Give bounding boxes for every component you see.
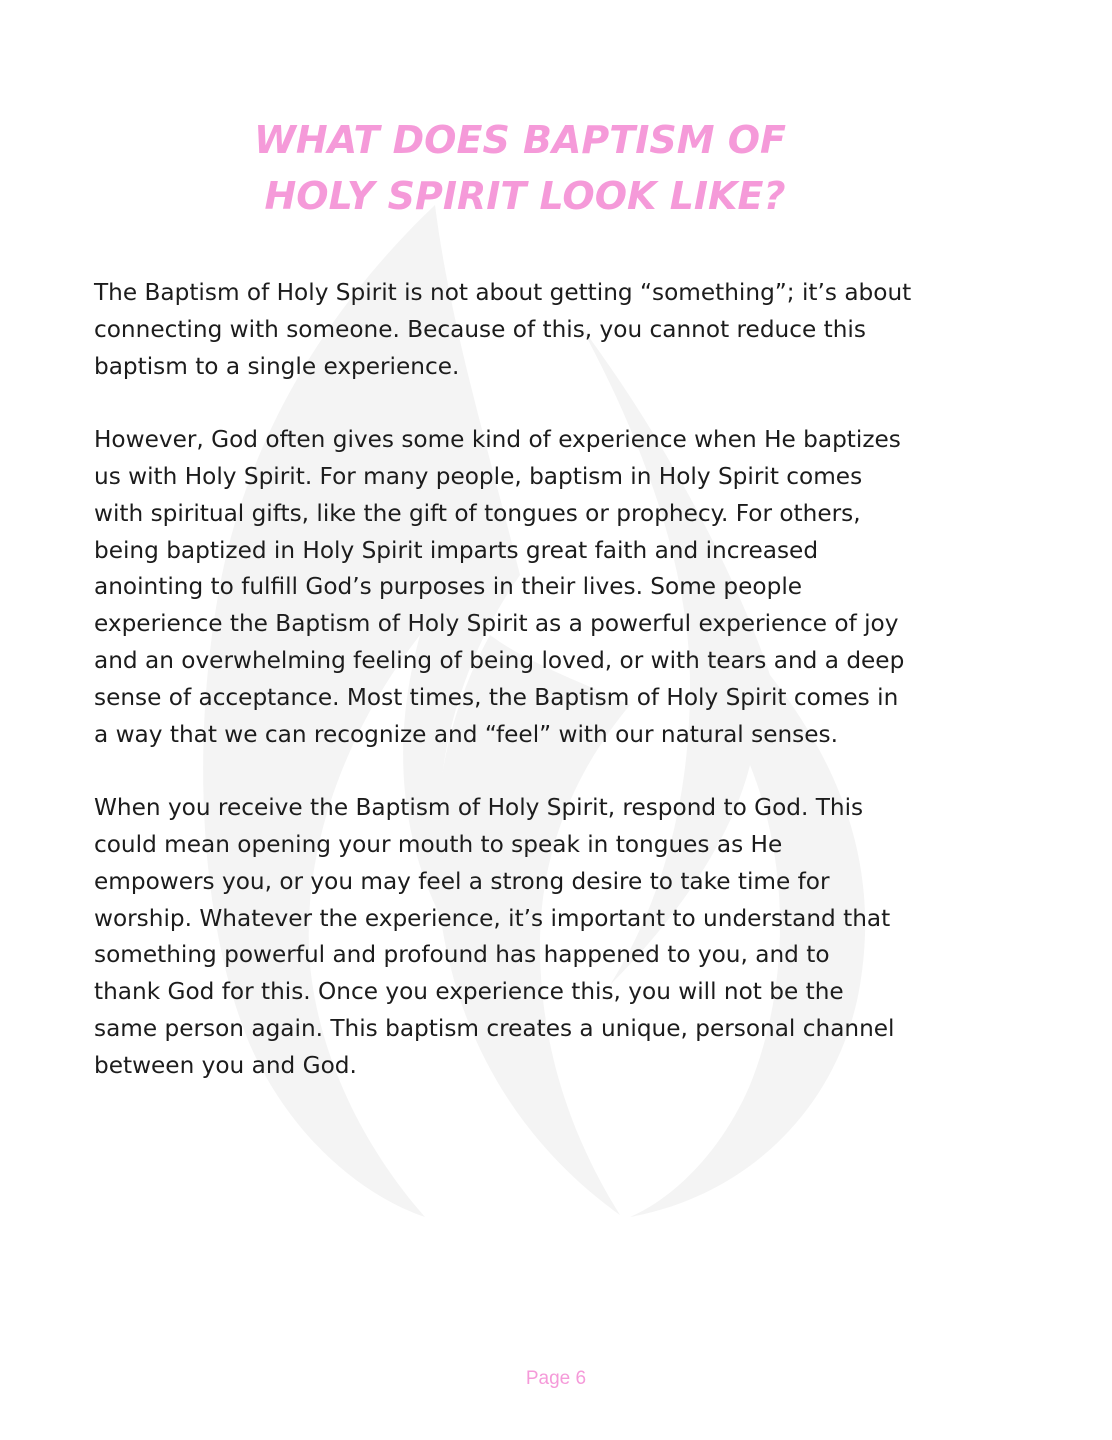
text-line: When you receive the Baptism of Holy Spirit, respond to God. This bbox=[94, 794, 864, 822]
text-line: sense of acceptance. Most times, the Baptism of Holy Spirit comes in bbox=[94, 683, 899, 711]
text-line: a way that we can recognize and “feel” with our natural senses. bbox=[94, 720, 838, 748]
text-line: could mean opening your mouth to speak in tongues as He bbox=[94, 830, 783, 858]
text-line: something powerful and profound has happened to you, and to bbox=[94, 941, 830, 969]
text-line: with spiritual gifts, like the gift of tongues or prophecy. For others, bbox=[94, 499, 861, 527]
page-number: Page 6 bbox=[525, 1368, 587, 1389]
body-text bbox=[94, 275, 1034, 1121]
text-line: anointing to fulfill God’s purposes in their lives. Some people bbox=[94, 573, 803, 601]
text-line: The Baptism of Holy Spirit is not about getting “something”; it’s about bbox=[94, 279, 912, 306]
text-line: thank God for this. Once you experience this, you will not be the bbox=[94, 978, 844, 1006]
text-line: between you and God. bbox=[94, 1051, 357, 1079]
text-line: being baptized in Holy Spirit imparts great faith and increased bbox=[94, 536, 819, 564]
page-title bbox=[0, 112, 1040, 224]
text-line: However, God often gives some kind of experience when He baptizes bbox=[94, 426, 901, 454]
title-line-2: HOLY SPIRIT LOOK LIKE? bbox=[264, 174, 786, 218]
text-line: and an overwhelming feeling of being loved, or with tears and a deep bbox=[94, 646, 905, 674]
paragraph-2 bbox=[94, 422, 1034, 753]
text-line: experience the Baptism of Holy Spirit as a powerful experience of joy bbox=[94, 610, 899, 638]
text-line: same person again. This baptism creates a unique, personal channel bbox=[94, 1014, 895, 1042]
title-line-1: WHAT DOES BAPTISM OF bbox=[254, 118, 786, 162]
paragraph-3 bbox=[94, 790, 1034, 1084]
text-line: worship. Whatever the experience, it’s important to understand that bbox=[94, 904, 891, 932]
text-line: empowers you, or you may feel a strong desire to take time for bbox=[94, 867, 830, 895]
text-line: baptism to a single experience. bbox=[94, 352, 460, 380]
text-line: us with Holy Spirit. For many people, baptism in Holy Spirit comes bbox=[94, 462, 863, 490]
paragraph-1 bbox=[94, 275, 1034, 385]
text-line: connecting with someone. Because of this, you cannot reduce this bbox=[94, 315, 866, 343]
